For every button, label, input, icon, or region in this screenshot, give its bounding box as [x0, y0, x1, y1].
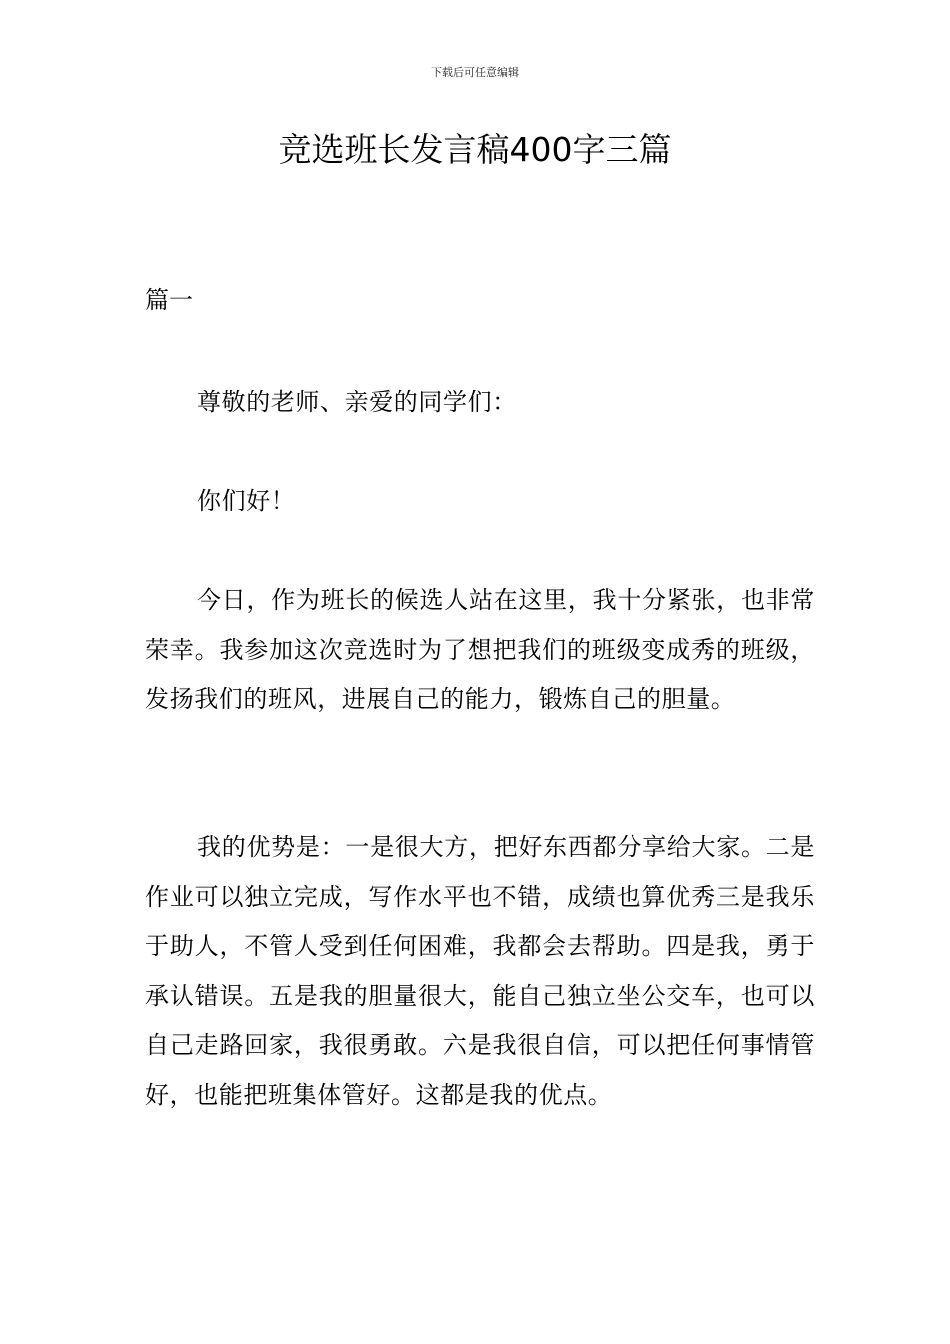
strengths-paragraph: 我的优势是：一是很大方，把好东西都分享给大家。二是作业可以独立完成，写作水平也不错，成绩也算优秀三是我乐于助人，不管人受到任何困难，我都会去帮助。四是我，勇于承认错误。五是我的胆量很大，能自己独立坐公交车，也可以自己走路回家，我很勇敢。六是我很自信，可以把任何事情管好，也能把班集体管好。这都是我的优点。 — [145, 833, 815, 1109]
section-label: 篇一 — [145, 286, 193, 314]
header-note: 下载后可任意编辑 — [431, 66, 519, 79]
intro-paragraph: 今日，作为班长的候选人站在这里，我十分紧张，也非常荣幸。我参加这次竞选时为了想把我们的班级变成秀的班级，发扬我们的班风，进展自己的能力，锻炼自己的胆量。 — [145, 586, 815, 713]
document-title: 竞选班长发言稿400字三篇 — [278, 130, 672, 169]
greeting-paragraph: 尊敬的老师、亲爱的同学们： — [197, 388, 517, 416]
hello-paragraph: 你们好！ — [197, 487, 296, 515]
